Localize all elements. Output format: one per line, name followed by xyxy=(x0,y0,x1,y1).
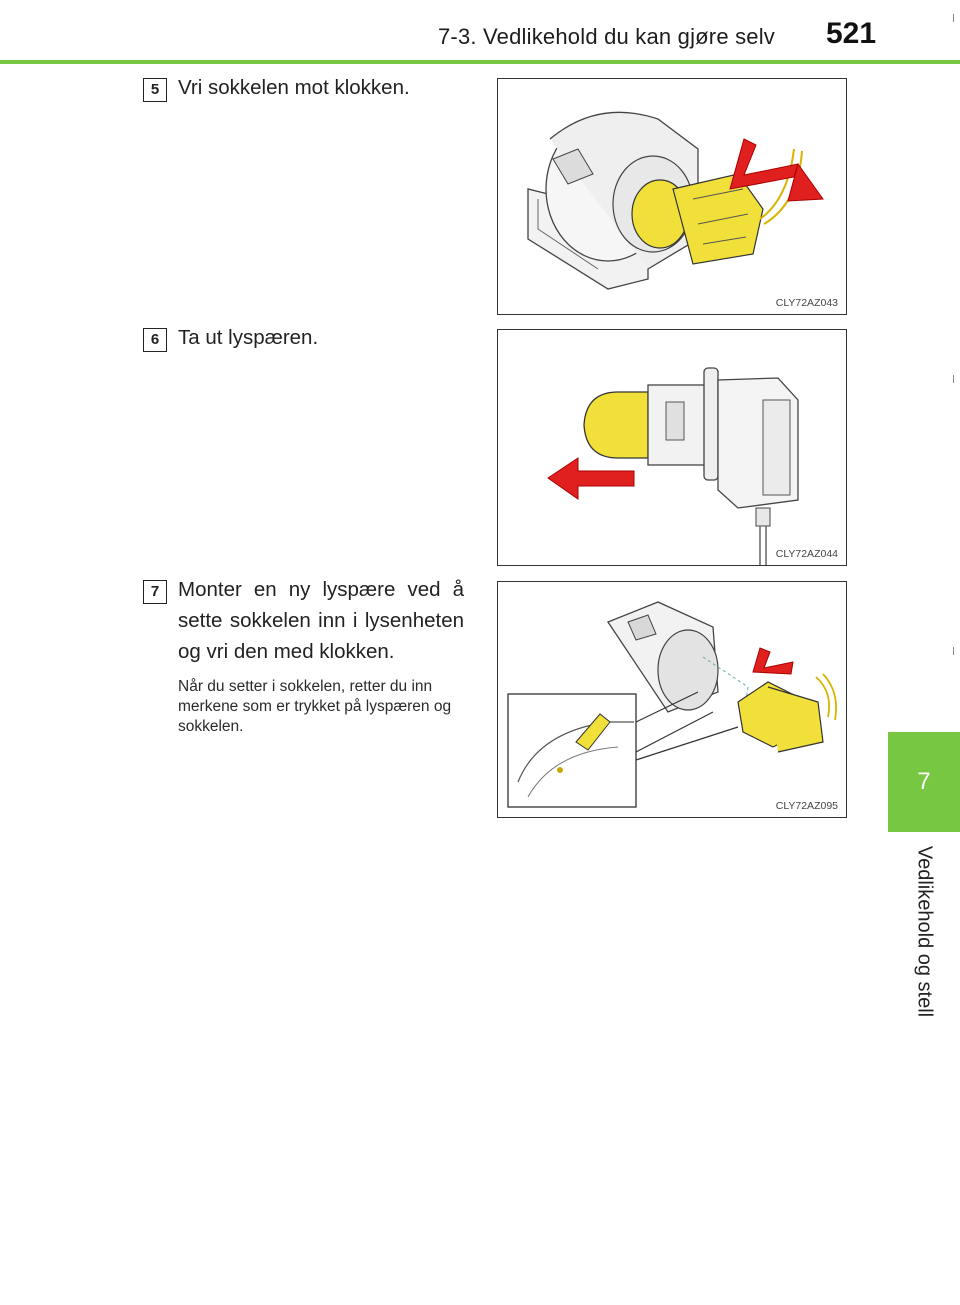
crop-mark xyxy=(953,647,954,655)
figure-remove-bulb xyxy=(497,329,847,566)
crop-mark xyxy=(953,14,954,22)
chapter-number: 7 xyxy=(917,768,931,795)
step-text: Monter en ny lyspære ved å sette sokkelen inn i lysenheten og vri den med klokken. xyxy=(178,578,464,663)
figure-socket-rotate-ccw xyxy=(497,78,847,315)
step-number: 6 xyxy=(143,328,167,352)
figure-install-bulb xyxy=(497,581,847,818)
chapter-title: Vedlikehold og stell xyxy=(913,845,936,1018)
bulb-install-illustration xyxy=(498,582,846,817)
step-number: 7 xyxy=(143,580,167,604)
figure-code: CLY72AZ043 xyxy=(775,297,838,309)
step-note: Når du setter i sokkelen, retter du inn merkene som er trykket på lyspæren og sokkelen. xyxy=(178,678,452,735)
header-rule xyxy=(0,60,960,64)
figure-code: CLY72AZ044 xyxy=(775,548,838,560)
step-text: Ta ut lyspæren. xyxy=(178,326,319,349)
chapter-title-wrap xyxy=(888,842,960,1022)
figure-code: CLY72AZ095 xyxy=(775,800,838,812)
chapter-tab[interactable] xyxy=(888,732,960,832)
page-number: 521 xyxy=(826,17,877,50)
bulb-removal-illustration xyxy=(498,330,846,565)
section-title: 7-3. Vedlikehold du kan gjøre selv xyxy=(438,24,775,49)
step-number: 5 xyxy=(143,78,167,102)
crop-mark xyxy=(953,375,954,383)
step-text: Vri sokkelen mot klokken. xyxy=(178,76,410,99)
socket-rotate-illustration xyxy=(498,79,846,314)
